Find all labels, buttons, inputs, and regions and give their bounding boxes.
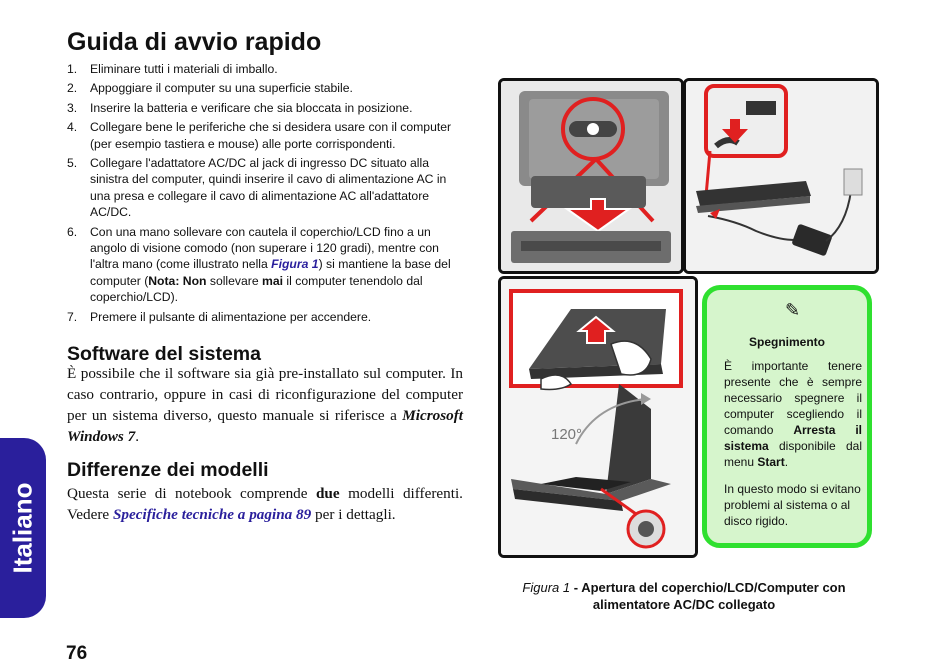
step-text: Appoggiare il computer su una superficie stabile. xyxy=(90,81,353,96)
step-item xyxy=(67,155,463,221)
note-emphasis: Nota: Non xyxy=(148,273,207,288)
models-count: due xyxy=(315,485,340,502)
step-item xyxy=(67,224,463,306)
power-adapter-illustration xyxy=(683,78,879,274)
note-paragraph-1 xyxy=(724,358,862,470)
step-item xyxy=(67,309,463,325)
language-side-tab xyxy=(0,438,46,618)
software-heading: Software del sistema xyxy=(67,343,261,365)
step-number: 4. xyxy=(67,120,78,135)
step-item xyxy=(67,119,463,152)
step-item xyxy=(67,80,463,96)
note-paragraph-2: In questo modo si evitano problemi al sistema o al disco rigido. xyxy=(724,482,861,528)
step-text xyxy=(90,225,451,305)
shutdown-note-box xyxy=(702,285,872,548)
models-text: Questa serie di notebook comprende xyxy=(67,485,316,502)
figure-caption xyxy=(494,579,874,613)
step-item xyxy=(67,100,463,116)
figure-reference-link[interactable]: Figura 1 xyxy=(271,257,319,272)
page-title: Guida di avvio rapido xyxy=(67,28,322,56)
step-number: 7. xyxy=(67,309,78,324)
note-title: Spegnimento xyxy=(748,335,825,349)
page-number: 76 xyxy=(66,643,88,664)
step-text: Eliminare tutti i materiali di imballo. xyxy=(90,62,278,76)
figure-label: Figura 1 xyxy=(522,580,571,595)
angle-label: 120° xyxy=(551,426,583,443)
step-text: Collegare l'adattatore AC/DC al jack di ingresso DC situato alla sinistra del computer, quindi inserire il cavo di alimentazione AC in una presa e collegare il cavo di alimentazione AC all'adattatore AC/DC. xyxy=(90,156,447,220)
specs-link[interactable]: Specifiche tecniche a pagina 89 xyxy=(112,506,312,523)
battery-illustration xyxy=(498,78,684,274)
models-text: modelli differenti. Vedere xyxy=(67,485,463,523)
note-text-end: . xyxy=(784,455,789,469)
step-item xyxy=(67,61,463,77)
step-text-part: sollevare xyxy=(206,273,263,288)
step-text: Collegare bene le periferiche che si desidera usare con il computer (per esempio tastiera e mouse) alle porte corrispondenti. xyxy=(90,120,452,151)
os-name: Microsoft Windows 7 xyxy=(67,407,463,445)
step-text-part: il computer tenendolo dal coperchio/LCD). xyxy=(90,273,423,305)
step-number: 6. xyxy=(67,224,78,239)
step-text-part: Con una mano sollevare con cautela il coperchio/LCD fino a un angolo di visione comodo (non superare i 120 gradi), mentre con l'altra mano (come illustrato nella xyxy=(90,224,439,272)
step-text: Inserire la batteria e verificare che sia bloccata in posizione. xyxy=(90,100,413,115)
step-number: 1. xyxy=(67,62,78,76)
models-text-end: per i dettagli. xyxy=(311,506,396,523)
software-text: È possibile che il software sia già pre-installato sul computer. In caso contrario, oppure in casi di riconfigurazione del computer per un sistema diverso, questo manuale si riferisce a xyxy=(67,365,463,424)
note-text: disponibile dal menu xyxy=(724,439,862,469)
step-text-part: ) si mantiene la base del computer ( xyxy=(90,257,451,288)
pencil-icon: ✎ xyxy=(785,300,801,320)
models-heading: Differenze dei modelli xyxy=(67,459,269,481)
step-text: Premere il pulsante di alimentazione per accendere. xyxy=(90,309,372,324)
note-text: È importante tenere presente che è sempre necessario spegnere il computer scegliendo il comando xyxy=(724,359,862,437)
open-lid-illustration xyxy=(498,276,698,558)
step-number: 3. xyxy=(67,100,78,115)
setup-steps-list xyxy=(67,61,463,328)
language-label: Italiano xyxy=(7,482,38,574)
software-text-end: . xyxy=(135,428,140,445)
never-emphasis: mai xyxy=(262,273,284,288)
step-number: 2. xyxy=(67,81,78,96)
figure-caption-text: - Apertura del coperchio/LCD/Computer con alimentatore AC/DC collegato xyxy=(570,580,846,612)
software-paragraph xyxy=(67,363,463,447)
shutdown-command: Arresta il sistema xyxy=(724,423,863,453)
start-menu-name: Start xyxy=(757,455,785,469)
step-number: 5. xyxy=(67,156,78,171)
models-paragraph xyxy=(67,483,463,525)
